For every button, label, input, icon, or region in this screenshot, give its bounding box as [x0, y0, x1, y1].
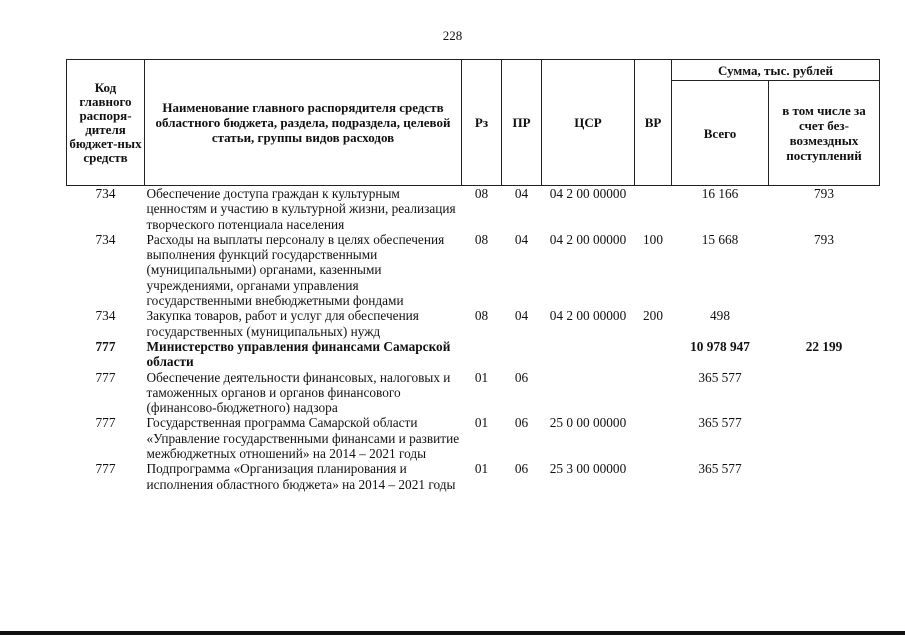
table-row: [67, 339, 880, 370]
row-csr: 25 3 00 00000: [549, 461, 627, 477]
row-name: Министерство управления финансами Самарской области: [146, 338, 451, 370]
row-pr: 06: [514, 369, 529, 385]
table-row: [67, 232, 880, 308]
row-pr: 06: [514, 461, 529, 477]
row-code: 777: [95, 415, 116, 431]
row-pr: 04: [514, 186, 529, 201]
header-grant: в том числе за счет без-возмездных поступлений: [769, 81, 880, 186]
row-vr: [635, 461, 672, 492]
header-code: Код главного распоря-дителя бюджет-ных средств: [67, 60, 145, 186]
row-pr: 06: [514, 415, 529, 431]
header-sum: Сумма, тыс. рублей: [672, 60, 880, 81]
row-name: Государственная программа Самарской области «Управление государственными финансами и развитие межбюджетных отношений» на 2014 – 2021 годы: [146, 415, 460, 462]
header-csr: ЦСР: [542, 60, 635, 186]
row-vr: 200: [643, 308, 663, 324]
row-grant: [769, 308, 880, 339]
row-pr: 04: [514, 231, 529, 247]
table-row: [67, 415, 880, 461]
row-vr: [635, 415, 672, 461]
row-code: 777: [95, 338, 116, 354]
row-grant: [769, 461, 880, 492]
row-rz: [462, 339, 502, 370]
row-name: Подпрограмма «Организация планирования и исполнения областного бюджета» на 2014 – 2021 годы: [146, 461, 456, 492]
row-total: 15 668: [701, 231, 739, 247]
row-grant: [769, 415, 880, 461]
row-pr: [502, 339, 542, 370]
row-vr: [635, 370, 672, 416]
row-rz: 01: [474, 415, 489, 431]
table-row: [67, 308, 880, 339]
row-vr: [635, 339, 672, 370]
row-rz: 01: [474, 369, 489, 385]
row-name: Обеспечение доступа граждан к культурным ценностям и участию в культурной жизни, реализация творческого потенциала населения: [146, 186, 456, 232]
header-name: Наименование главного распорядителя средств областного бюджета, раздела, подраздела, целевой статьи, группы видов расходов: [145, 60, 462, 186]
row-csr: [542, 339, 635, 370]
row-rz: 01: [474, 461, 489, 477]
bottom-rule: [0, 631, 905, 635]
row-rz: 08: [474, 231, 489, 247]
header-rz: Рз: [462, 60, 502, 186]
header-row-top: [67, 60, 880, 81]
row-rz: 08: [474, 186, 489, 201]
row-name: Обеспечение деятельности финансовых, налоговых и таможенных органов и органов финансового (финансово-бюджетного) надзора: [146, 369, 451, 416]
row-csr: 04 2 00 00000: [549, 231, 627, 247]
row-code: 734: [95, 186, 116, 201]
table-row: [67, 461, 880, 492]
row-total: 16 166: [701, 186, 739, 201]
row-csr: 25 0 00 00000: [549, 415, 627, 431]
row-vr: 100: [643, 231, 663, 247]
row-total: 498: [710, 308, 730, 324]
page-number: 228: [442, 28, 463, 43]
row-grant: 22 199: [805, 338, 843, 354]
row-total: 365 577: [698, 415, 742, 431]
header-total: Всего: [672, 81, 769, 186]
row-csr: 04 2 00 00000: [549, 186, 627, 201]
row-rz: 08: [474, 308, 489, 324]
header-vr: ВР: [635, 60, 672, 186]
row-total: 365 577: [698, 369, 742, 385]
row-grant: 793: [814, 186, 834, 201]
row-code: 734: [95, 231, 116, 247]
row-code: 777: [95, 369, 116, 385]
row-csr: 04 2 00 00000: [549, 308, 627, 324]
table-row: [67, 370, 880, 416]
row-grant: 793: [814, 231, 834, 247]
row-code: 777: [95, 461, 116, 477]
table-row: [67, 186, 880, 232]
header-pr: ПР: [502, 60, 542, 186]
row-total: 365 577: [698, 461, 742, 477]
row-csr: [542, 370, 635, 416]
row-vr: [635, 186, 672, 232]
budget-table: [66, 59, 880, 492]
row-code: 734: [95, 308, 116, 324]
row-name: Закупка товаров, работ и услуг для обеспечения государственных (муниципальных) нужд: [146, 308, 419, 339]
row-name: Расходы на выплаты персоналу в целях обеспечения выполнения функций государственными (муниципальными) органами, казенными учреждениями, органами управления государственными внебюджетными фондами: [146, 231, 445, 309]
row-grant: [769, 370, 880, 416]
row-pr: 04: [514, 308, 529, 324]
row-total: 10 978 947: [690, 338, 750, 354]
